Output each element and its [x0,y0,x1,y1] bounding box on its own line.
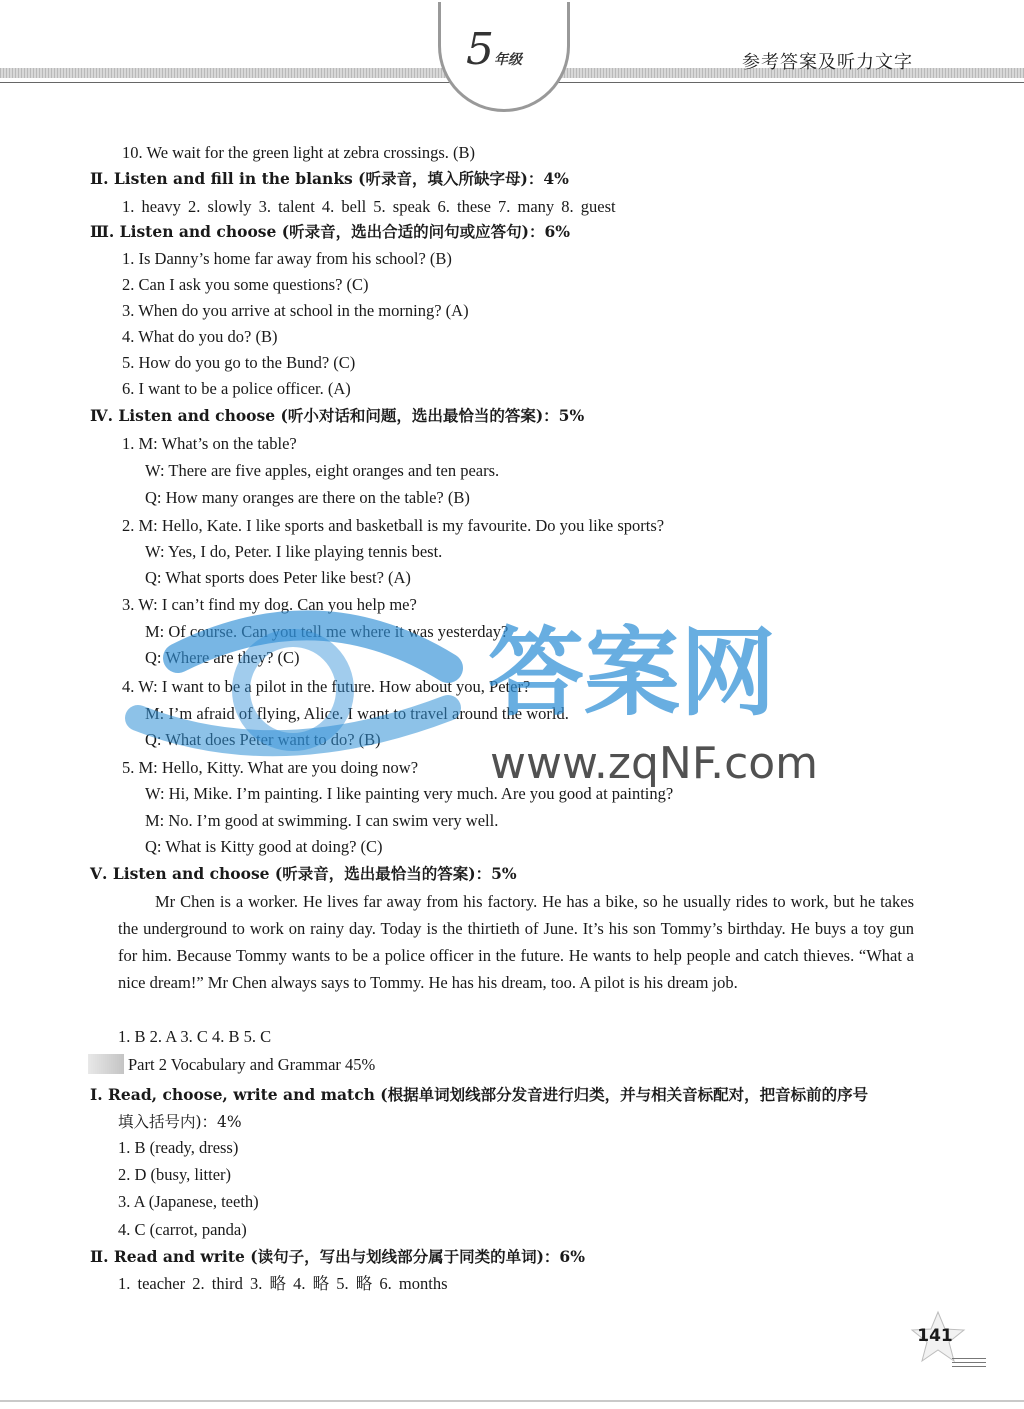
dialogue-line: Q: How many oranges are there on the table? (B) [145,488,470,507]
answer-line: 1. B (ready, dress) [118,1138,239,1157]
listening-passage: Mr Chen is a worker. He lives far away from his factory. He has a bike, so he usually rides to work, but he takes the underground to work on rainy day. Today is the thirtieth of June. It’s his son Tommy’s birthday. He buys a toy gun for him. Because Tommy wants to be a police officer in the future. He wants to help people and catch thieves. “What a nice dream!” Mr Chen always says to Tommy. He has his dream, too. A pilot is his dream job. [118,892,914,992]
answer-line: 4. C (carrot, panda) [118,1220,247,1239]
section-heading: Ⅳ. Listen and choose (听小对话和问题，选出最恰当的答案)：5% [90,406,585,425]
part-marker [88,1054,124,1074]
dialogue-line: 4. W: I want to be a pilot in the future. How about you, Peter? [122,677,531,696]
section-heading-cont: 填入括号内)：4% [118,1113,242,1131]
answer-line: 4. What do you do? (B) [122,327,278,346]
dialogue-line: M: Of course. Can you tell me where it was yesterday? [145,622,509,641]
watermark-url: www.zqNF.com [490,738,819,789]
bottom-rule [0,1400,1024,1402]
grade-text: 年级 [494,52,522,68]
answer-line: 6. I want to be a police officer. (A) [122,379,351,398]
answer-line: 1. teacher 2. third 3. 略 4. 略 5. 略 6. months [118,1274,448,1293]
dialogue-line: Q: Where are they? (C) [145,648,300,667]
answer-line: 3. A (Japanese, teeth) [118,1192,259,1211]
dialogue-line: 3. W: I can’t find my dog. Can you help me? [122,595,417,614]
footer-lines [952,1358,986,1370]
dialogue-line: Q: What does Peter want to do? (B) [145,730,381,749]
section-heading: Ⅱ. Listen and fill in the blanks (听录音，填入所缺字母)：4% [90,169,569,188]
dialogue-line: M: I’m afraid of flying, Alice. I want to travel around the world. [145,704,569,723]
page-number: 141 [917,1326,953,1346]
dialogue-line: M: No. I’m good at swimming. I can swim very well. [145,811,499,830]
grade-number: 5 [466,24,494,75]
answer-line: 1. B 2. A 3. C 4. B 5. C [118,1027,272,1046]
dialogue-line: W: Hi, Mike. I’m painting. I like painting very much. Are you good at painting? [145,784,674,803]
dialogue-line: Q: What sports does Peter like best? (A) [145,568,411,587]
dialogue-line: Q: What is Kitty good at doing? (C) [145,837,383,856]
section-heading: Ⅰ. Read, choose, write and match (根据单词划线部分发音进行归类，并与相关音标配对，把音标前的序号 [90,1085,869,1104]
page-header-title: 参考答案及听力文字 [742,52,913,73]
dialogue-line: W: There are five apples, eight oranges and ten pears. [145,461,500,480]
answer-line: 5. How do you go to the Bund? (C) [122,353,356,372]
section-heading: Ⅲ. Listen and choose (听录音，选出合适的问句或应答句)：6% [90,222,570,241]
watermark-cn: 答案网 [488,617,776,729]
grade-logo [466,24,522,75]
answer-line: 2. Can I ask you some questions? (C) [122,275,369,294]
answer-line: 1. heavy 2. slowly 3. talent 4. bell 5. speak 6. these 7. many 8. guest [122,197,616,216]
section-heading: Ⅴ. Listen and choose (听录音，选出最恰当的答案)：5% [90,864,517,883]
part-title: Part 2 Vocabulary and Grammar 45% [128,1055,376,1074]
dialogue-line: W: Yes, I do, Peter. I like playing tennis best. [145,542,443,561]
answer-line: 10. We wait for the green light at zebra crossings. (B) [122,143,476,162]
dialogue-line: 1. M: What’s on the table? [122,434,297,453]
dialogue-line: 2. M: Hello, Kate. I like sports and basketball is my favourite. Do you like sports? [122,516,665,535]
answer-line: 1. Is Danny’s home far away from his school? (B) [122,249,452,268]
answer-line: 3. When do you arrive at school in the morning? (A) [122,301,469,320]
dialogue-line: 5. M: Hello, Kitty. What are you doing now? [122,758,419,777]
answer-line: 2. D (busy, litter) [118,1165,232,1184]
section-heading: Ⅱ. Read and write (读句子，写出与划线部分属于同类的单词)：6% [90,1247,585,1266]
